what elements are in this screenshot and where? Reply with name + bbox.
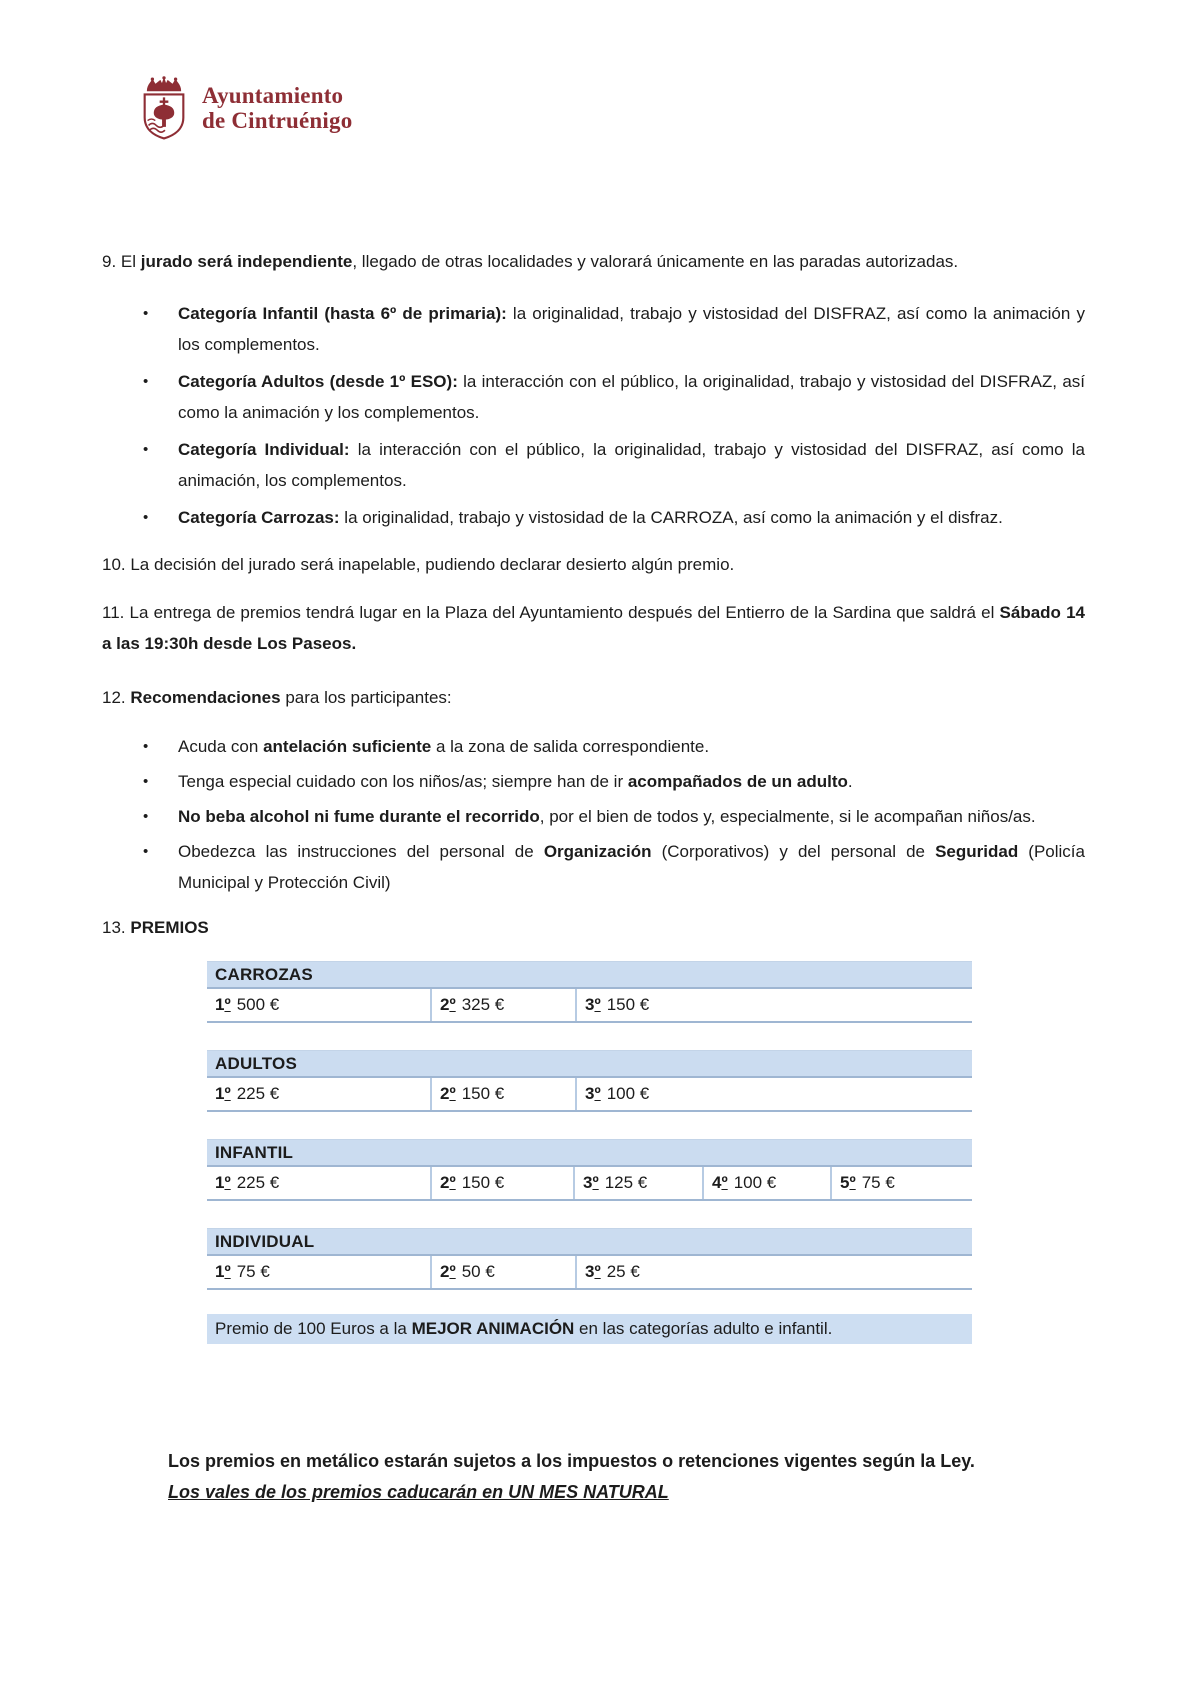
list-item <box>102 766 1085 797</box>
bullet-icon: • <box>143 509 149 526</box>
prize-value: 150 € <box>606 995 650 1014</box>
prize-cell <box>575 989 972 1021</box>
prize-cell <box>207 1078 430 1110</box>
criteria-list <box>102 298 1085 533</box>
prize-value: 50 € <box>461 1262 495 1281</box>
prize-rank: 1º <box>215 1084 231 1103</box>
prize-table-carrozas <box>207 961 972 1023</box>
list-item <box>102 836 1085 898</box>
prize-cell <box>430 1256 575 1288</box>
prize-cell <box>830 1167 972 1199</box>
list-item-text: Tenga especial cuidado con los niños/as; siempre han de ir acompañados de un adulto. <box>178 772 853 791</box>
prize-value: 25 € <box>606 1262 640 1281</box>
prize-rank: 5º <box>840 1173 856 1192</box>
table-header: INDIVIDUAL <box>207 1229 972 1256</box>
prize-table-adultos <box>207 1050 972 1112</box>
paragraph-10: 10. La decisión del jurado será inapelable, pudiendo declarar desierto algún premio. <box>102 555 735 574</box>
list-item <box>102 731 1085 762</box>
prize-value: 75 € <box>236 1262 270 1281</box>
prize-value: 125 € <box>604 1173 648 1192</box>
paragraph-12: 12. Recomendaciones para los participantes: <box>102 688 452 707</box>
bullet-icon: • <box>143 738 149 755</box>
prize-cell <box>207 1167 430 1199</box>
prize-table-infantil <box>207 1139 972 1201</box>
best-animation-banner: Premio de 100 Euros a la MEJOR ANIMACIÓN en las categorías adulto e infantil. <box>207 1314 972 1344</box>
list-item <box>102 801 1085 832</box>
prize-cell <box>702 1167 830 1199</box>
paragraph-11: 11. La entrega de premios tendrá lugar en la Plaza del Ayuntamiento después del Entierro de la Sardina que saldrá el Sábado 14 a las 19:30h desde Los Paseos. <box>102 603 1085 653</box>
prize-cell <box>575 1078 972 1110</box>
bullet-icon: • <box>143 305 149 322</box>
list-item <box>102 502 1085 533</box>
footer-note-1: Los premios en metálico estarán sujetos a los impuestos o retenciones vigentes según la Ley. <box>168 1451 975 1471</box>
bullet-icon: • <box>143 808 149 825</box>
prize-rank: 3º <box>583 1173 599 1192</box>
recommendations-list <box>102 731 1085 898</box>
prize-value: 150 € <box>461 1173 505 1192</box>
list-item <box>102 434 1085 496</box>
paragraph-13-premios: 13. PREMIOS <box>102 918 209 937</box>
table-row <box>207 1167 972 1201</box>
prize-value: 100 € <box>733 1173 777 1192</box>
logo-text-line1: Ayuntamiento <box>202 83 344 108</box>
list-item-text: No beba alcohol ni fume durante el recorrido, por el bien de todos y, especialmente, si le acompañan niños/as. <box>178 807 1036 826</box>
prize-rank: 3º <box>585 1084 601 1103</box>
list-item <box>102 366 1085 428</box>
table-row <box>207 1256 972 1290</box>
prize-value: 500 € <box>236 995 280 1014</box>
prize-rank: 3º <box>585 995 601 1014</box>
table-row <box>207 1078 972 1112</box>
prize-value: 225 € <box>236 1173 280 1192</box>
prize-cell <box>573 1167 702 1199</box>
prize-rank: 2º <box>440 1173 456 1192</box>
prize-table-individual <box>207 1228 972 1290</box>
prize-value: 100 € <box>606 1084 650 1103</box>
prize-rank: 1º <box>215 1262 231 1281</box>
table-header: INFANTIL <box>207 1140 972 1167</box>
bullet-icon: • <box>143 441 149 458</box>
prize-rank: 4º <box>712 1173 728 1192</box>
list-item-text: Categoría Infantil (hasta 6º de primaria): la originalidad, trabajo y vistosidad del DISFRAZ, así como la animación y los complementos. <box>178 304 1085 354</box>
prize-rank: 3º <box>585 1262 601 1281</box>
prizes-section <box>102 961 1085 1344</box>
list-item-text: Categoría Carrozas: la originalidad, trabajo y vistosidad de la CARROZA, así como la animación y el disfraz. <box>178 508 1003 527</box>
bullet-icon: • <box>143 843 149 860</box>
prize-value: 75 € <box>861 1173 895 1192</box>
table-header: CARROZAS <box>207 962 972 989</box>
prize-cell <box>430 1078 575 1110</box>
prize-cell <box>430 1167 573 1199</box>
prize-cell <box>430 989 575 1021</box>
table-header: ADULTOS <box>207 1051 972 1078</box>
prize-value: 225 € <box>236 1084 280 1103</box>
bullet-icon: • <box>143 773 149 790</box>
footer-notes <box>168 1446 1085 1508</box>
list-item-text: Obedezca las instrucciones del personal de Organización (Corporativos) y del personal de Seguridad (Policía Municipal y Protección Civil) <box>178 842 1085 892</box>
paragraph-9: 9. El jurado será independiente, llegado de otras localidades y valorará únicamente en las paradas autorizadas. <box>102 252 959 271</box>
list-item-text: Acuda con antelación suficiente a la zona de salida correspondiente. <box>178 737 710 756</box>
logo-text-line2: de Cintruénigo <box>202 108 353 133</box>
prize-value: 325 € <box>461 995 505 1014</box>
prize-rank: 1º <box>215 995 231 1014</box>
prize-rank: 2º <box>440 1084 456 1103</box>
prize-cell <box>207 1256 430 1288</box>
prize-rank: 2º <box>440 995 456 1014</box>
table-row <box>207 989 972 1023</box>
prize-rank: 2º <box>440 1262 456 1281</box>
prize-rank: 1º <box>215 1173 231 1192</box>
bullet-icon: • <box>143 373 149 390</box>
list-item-text: Categoría Individual: la interacción con el público, la originalidad, trabajo y vistosidad del DISFRAZ, así como la animación, los complementos. <box>178 440 1085 490</box>
footer-note-2: Los vales de los premios caducarán en UN MES NATURAL <box>168 1482 669 1502</box>
list-item <box>102 298 1085 360</box>
prize-cell <box>575 1256 972 1288</box>
list-item-text: Categoría Adultos (desde 1º ESO): la interacción con el público, la originalidad, trabajo y vistosidad del DISFRAZ, así como la animación y los complementos. <box>178 372 1085 422</box>
prize-value: 150 € <box>461 1084 505 1103</box>
prize-cell <box>207 989 430 1021</box>
